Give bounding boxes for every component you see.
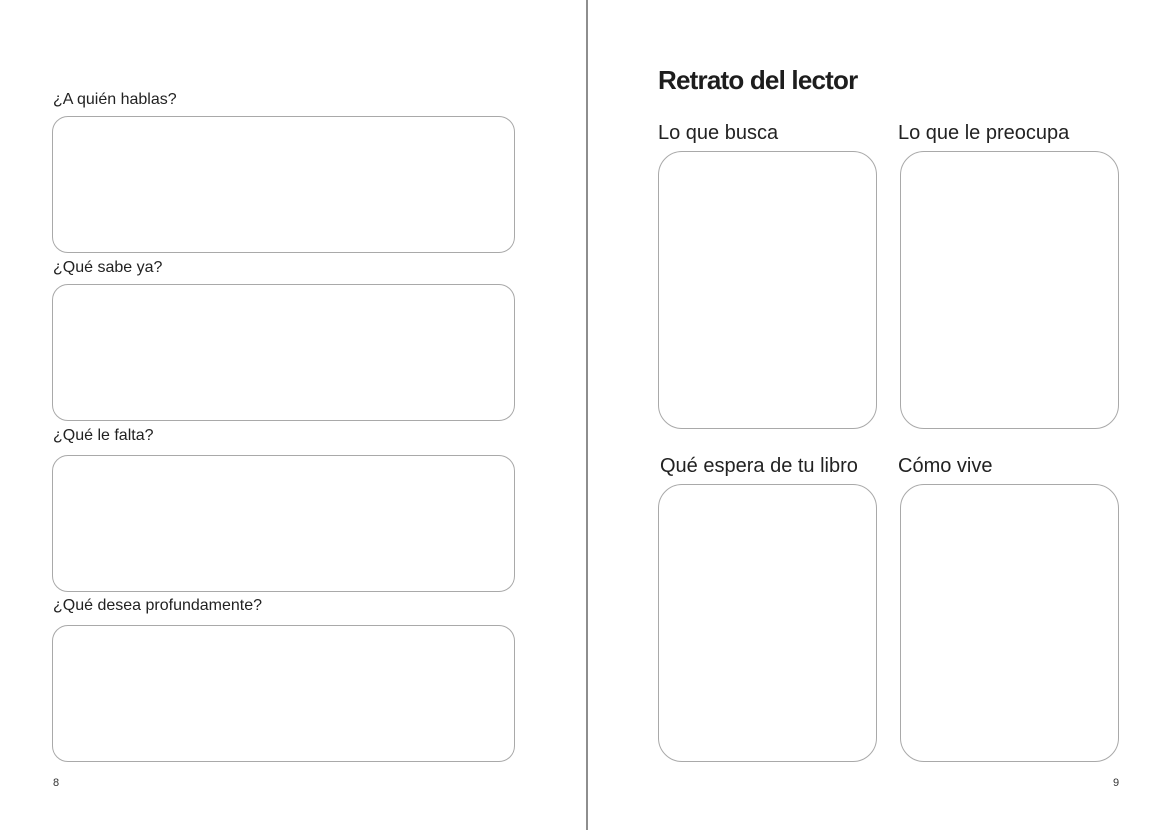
section-box-seeks[interactable] [658, 151, 877, 429]
section-label-worries: Lo que le preocupa [898, 122, 1070, 144]
section-label-seeks: Lo que busca [658, 122, 779, 144]
left-page [0, 0, 586, 830]
section-box-worries[interactable] [900, 151, 1119, 429]
question-label-audience: ¿A quién hablas? [53, 91, 177, 108]
answer-box-audience[interactable] [52, 116, 515, 253]
answer-box-missing[interactable] [52, 455, 515, 592]
answer-box-desire[interactable] [52, 625, 515, 762]
question-label-desire: ¿Qué desea profundamente? [53, 597, 263, 614]
page-title: Retrato del lector [658, 65, 858, 95]
section-box-expects[interactable] [658, 484, 877, 762]
answer-box-knows[interactable] [52, 284, 515, 421]
right-page [588, 0, 1174, 830]
question-label-missing: ¿Qué le falta? [53, 427, 154, 444]
section-label-lives: Cómo vive [898, 455, 993, 477]
section-label-expects: Qué espera de tu libro [660, 455, 858, 477]
page-number-right: 9 [1113, 777, 1120, 789]
page-number-left: 8 [53, 777, 60, 789]
section-box-lives[interactable] [900, 484, 1119, 762]
question-label-knows: ¿Qué sabe ya? [53, 259, 163, 276]
